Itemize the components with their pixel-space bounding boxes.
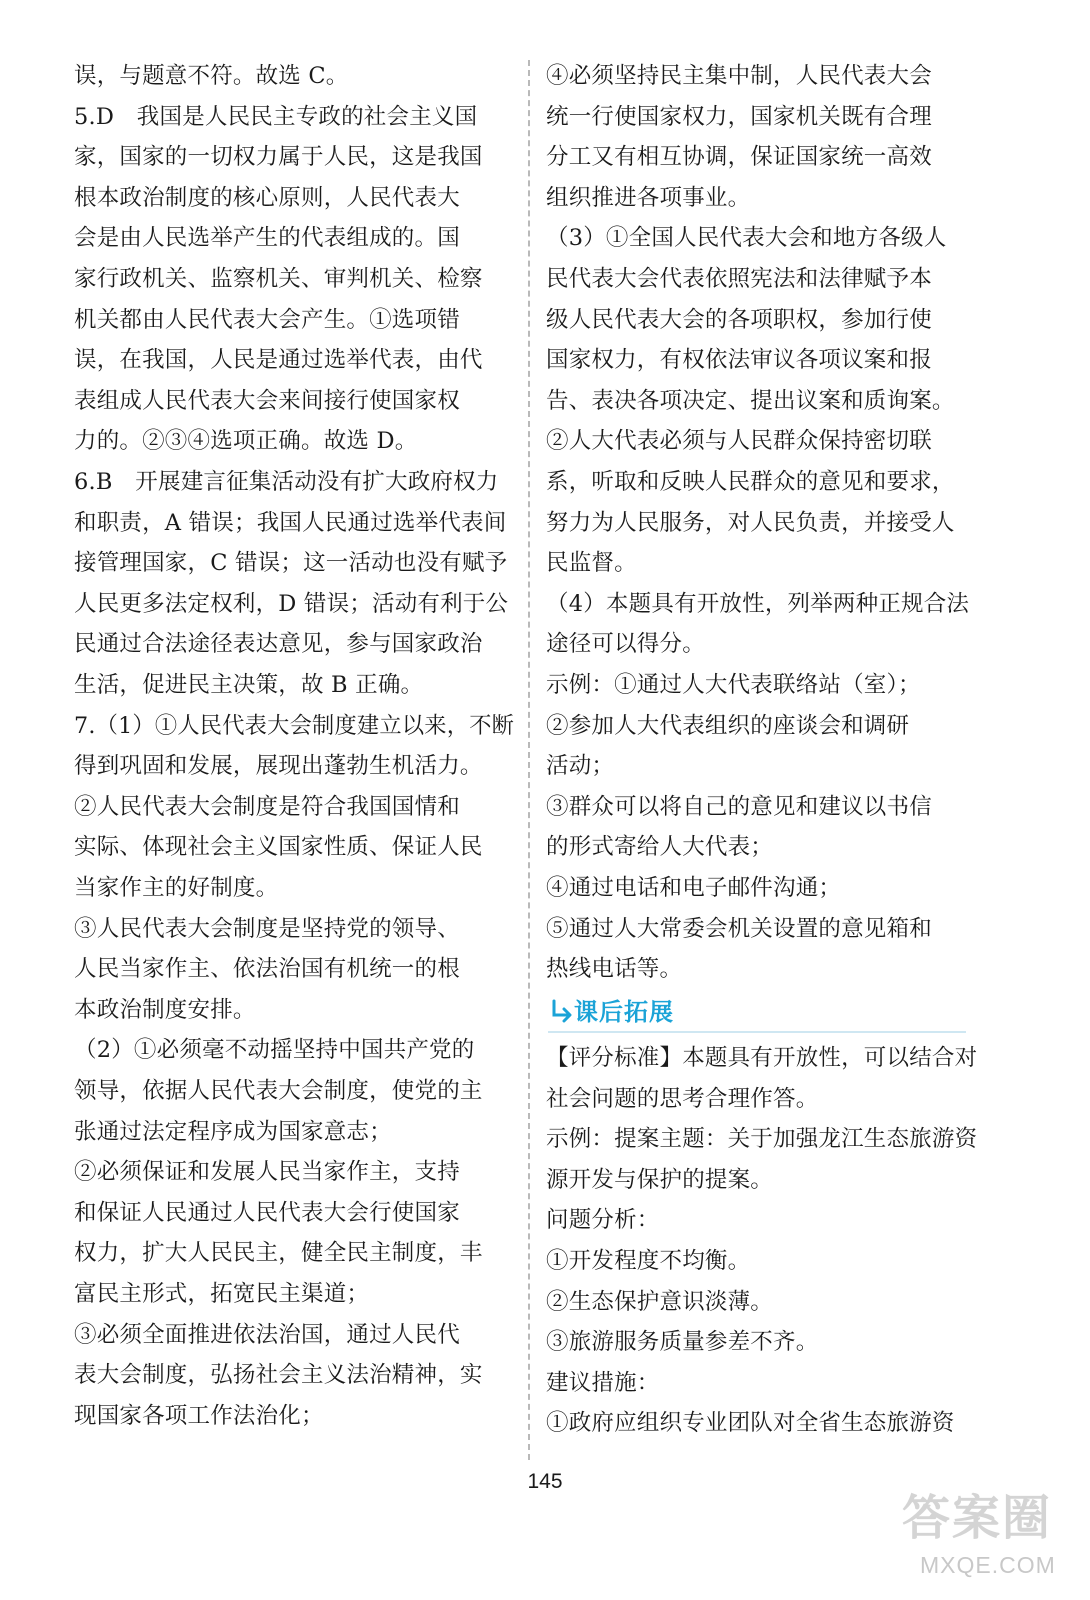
text-line: ②人大代表必须与人民群众保持密切联 [546, 428, 932, 455]
text-line: 示例：①通过人大代表联络站（室）； [546, 672, 921, 698]
text-line: 表组成人民代表大会来间接行使国家权 [74, 387, 460, 414]
text-line: 家，国家的一切权力属于人民，这是我国 [74, 144, 483, 171]
text-line: 误，在我国，人民是通过选举代表，由代 [74, 347, 483, 374]
text-line: ②生态保护意识淡薄。 [546, 1288, 774, 1315]
text-line: 问题分析： [546, 1207, 660, 1234]
text-line: 机关都由人民代表大会产生。①选项错 [74, 306, 460, 333]
text-line: 示例：提案主题：关于加强龙江生态旅游资 [546, 1126, 978, 1153]
text-line: 表大会制度，弘扬社会主义法治精神，实 [74, 1362, 483, 1389]
text-line: 会是由人民选举产生的代表组成的。国 [74, 225, 460, 252]
text-line: 得到巩固和发展，展现出蓬勃生机活力。 [74, 753, 483, 780]
watermark-url: MXQE.COM [920, 1552, 1056, 1578]
text-line: 和职责，A 错误；我国人民通过选举代表间 [74, 509, 507, 536]
section-header [548, 993, 966, 1033]
text-line: 本政治制度安排。 [74, 996, 256, 1023]
section-title: 课后拓展 [574, 998, 674, 1026]
text-line: 现国家各项工作法治化； [74, 1402, 324, 1429]
text-line: 民通过合法途径表达意见，参与国家政治 [74, 631, 483, 658]
text-line: 建议措施： [546, 1369, 660, 1396]
text-line: 5.D 我国是人民民主专政的社会主义国 [74, 103, 478, 130]
page-number: 145 [527, 1470, 563, 1493]
text-line: ②人民代表大会制度是符合我国国情和 [74, 793, 460, 820]
text-line: 努力为人民服务，对人民负责，并接受人 [546, 509, 955, 536]
text-line: ②参加人大代表组织的座谈会和调研 [546, 712, 910, 739]
text-line: 途径可以得分。 [546, 631, 705, 658]
text-line: 根本政治制度的核心原则，人民代表大 [74, 184, 460, 211]
text-line: 国家权力，有权依法审议各项议案和报 [546, 347, 932, 374]
column-divider [528, 60, 530, 1460]
text-line: 分工又有相互协调，保证国家统一高效 [546, 144, 932, 171]
text-line: 的形式寄给人大代表； [546, 834, 774, 861]
text-line: 力的。②③④选项正确。故选 D。 [74, 428, 418, 455]
text-line: 组织推进各项事业。 [546, 184, 751, 211]
section-arrow-icon [550, 995, 576, 1025]
text-line: 统一行使国家权力，国家机关既有合理 [546, 103, 932, 130]
text-line: 系，听取和反映人民群众的意见和要求， [546, 469, 955, 495]
text-line: 人民更多法定权利，D 错误；活动有利于公 [74, 590, 509, 617]
text-line: ④通过电话和电子邮件沟通； [546, 875, 842, 901]
text-line: 和保证人民通过人民代表大会行使国家 [74, 1199, 460, 1226]
text-line: 活动； [546, 753, 615, 780]
text-line: 领导，依据人民代表大会制度，使党的主 [74, 1078, 483, 1104]
text-line: 家行政机关、监察机关、审判机关、检察 [74, 266, 483, 292]
text-line: ①开发程度不均衡。 [546, 1248, 751, 1274]
text-line: ①政府应组织专业团队对全省生态旅游资 [546, 1410, 955, 1437]
text-line: 实际、体现社会主义国家性质、保证人民 [74, 834, 483, 861]
text-line: 6.B 开展建言征集活动没有扩大政府权力 [74, 469, 499, 495]
text-line: 热线电话等。 [546, 956, 683, 983]
text-line: 告、表决各项决定、提出议案和质询案。 [546, 387, 955, 414]
text-line: ⑤通过人大常委会机关设置的意见箱和 [546, 915, 932, 942]
text-line: 权力，扩大人民民主，健全民主制度，丰 [74, 1240, 483, 1267]
text-line: 民代表大会代表依照宪法和法律赋予本 [546, 266, 932, 292]
watermark-logo: 答案圈 [902, 1490, 1053, 1546]
text-line: ④必须坚持民主集中制，人民代表大会 [546, 63, 932, 89]
text-line: 当家作主的好制度。 [74, 875, 279, 901]
text-line: 民监督。 [546, 550, 637, 577]
text-line: 富民主形式，拓宽民主渠道； [74, 1281, 370, 1307]
text-line: （3）①全国人民代表大会和地方各级人 [546, 225, 947, 252]
text-line: ③必须全面推进依法治国，通过人民代 [74, 1321, 460, 1348]
text-line: ②必须保证和发展人民当家作主，支持 [74, 1159, 460, 1186]
text-line: 【评分标准】本题具有开放性，可以结合对 [546, 1045, 978, 1071]
text-line: 7.（1）①人民代表大会制度建立以来，不断 [74, 712, 515, 739]
text-line: （4）本题具有开放性，列举两种正规合法 [546, 590, 970, 617]
text-line: 接管理国家，C 错误；这一活动也没有赋予 [74, 550, 508, 577]
text-line: 源开发与保护的提案。 [546, 1166, 774, 1193]
text-line: ③群众可以将自己的意见和建议以书信 [546, 793, 932, 820]
text-line: 人民当家作主、依法治国有机统一的根 [74, 956, 460, 983]
text-line: ③旅游服务质量参差不齐。 [546, 1329, 819, 1356]
text-line: （2）①必须毫不动摇坚持中国共产党的 [74, 1037, 475, 1064]
text-line: 社会问题的思考合理作答。 [546, 1085, 819, 1112]
text-line: ③人民代表大会制度是坚持党的领导、 [74, 915, 460, 942]
text-line: 级人民代表大会的各项职权，参加行使 [546, 306, 932, 333]
text-line: 张通过法定程序成为国家意志； [74, 1118, 392, 1145]
text-line: 生活，促进民主决策，故 B 正确。 [74, 672, 424, 698]
text-line: 误，与题意不符。故选 C。 [74, 63, 349, 89]
